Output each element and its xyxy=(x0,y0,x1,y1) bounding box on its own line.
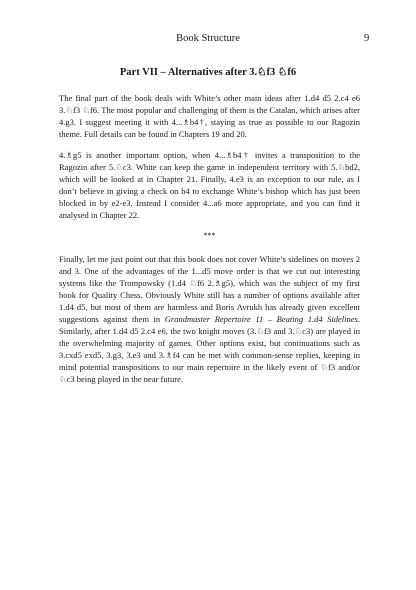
section-separator: *** xyxy=(203,231,216,240)
book-reference-title: Grandmaster Repertoire 11 – Beating 1.d4 Sidelines xyxy=(164,314,358,324)
paragraph-catalan: The final part of the book deals with White’s other main ideas after 1.d4 d5 2.c4 e6 3.♘f3 ♘f6. The most popular and challenging of them is the Catalan, which arises after 4.g3. I suggest meeting it with 4...♗b4†, staying as true as possible to our Ragozin theme. Full details can be found in Chapters 19 and 20. xyxy=(59,93,360,139)
paragraph-sidelines-part1: Finally, let me just point out that this book does not cover White’s sidelines on moves 2 and 3. One of the advantages of the 1...d5 move order is that we cut out interesting systems like the Trompowsky (1.d4 ♘f6 2.♗g5), which was the subject of my first book for Quality Chess. Obviously White still has a number of options available after 1.d4 d5, but most of them are harmless and Boris Avrukh has already given excellent suggestions against them in xyxy=(59,254,360,324)
paragraph-bg5: 4.♗g5 is another important option, when 4...♗b4† invites a transposition to the Ragozin after 5.♘c3. White can keep the game in independent territory with 5.♘bd2, which will be looked at in Chapter 21. Finally, 4.e3 is an exception to our rule, as I don’t believe in giving a check on b4 to exchange White’s bishop which has just been blocked in by e2-e3. Instead I consider 4...a6 more appropriate, and you can find it analysed in Chapter 22. xyxy=(59,150,360,220)
paragraph-sidelines-part2: . Similarly, after 1.d4 d5 2.c4 e6, the two knight moves (3.♘f3 and 3.♘c3) are played in the overwhelming majority of games. Other options exist, but continuations such as 3.cxd5 exd5, 3.g3, 3.e3 and 3.♗f4 can be met with common-sense replies, keeping in mind potential transpositions to our main repertoire in the likely event of ♘f3 and/or ♘c3 being played in the near future. xyxy=(59,314,360,384)
section-title: Part VII – Alternatives after 3.♘f3 ♘f6 xyxy=(119,67,297,78)
running-head: Book Structure xyxy=(176,33,240,44)
body-text xyxy=(59,92,360,394)
paragraph-sidelines xyxy=(59,253,360,385)
page-number: 9 xyxy=(364,33,370,44)
